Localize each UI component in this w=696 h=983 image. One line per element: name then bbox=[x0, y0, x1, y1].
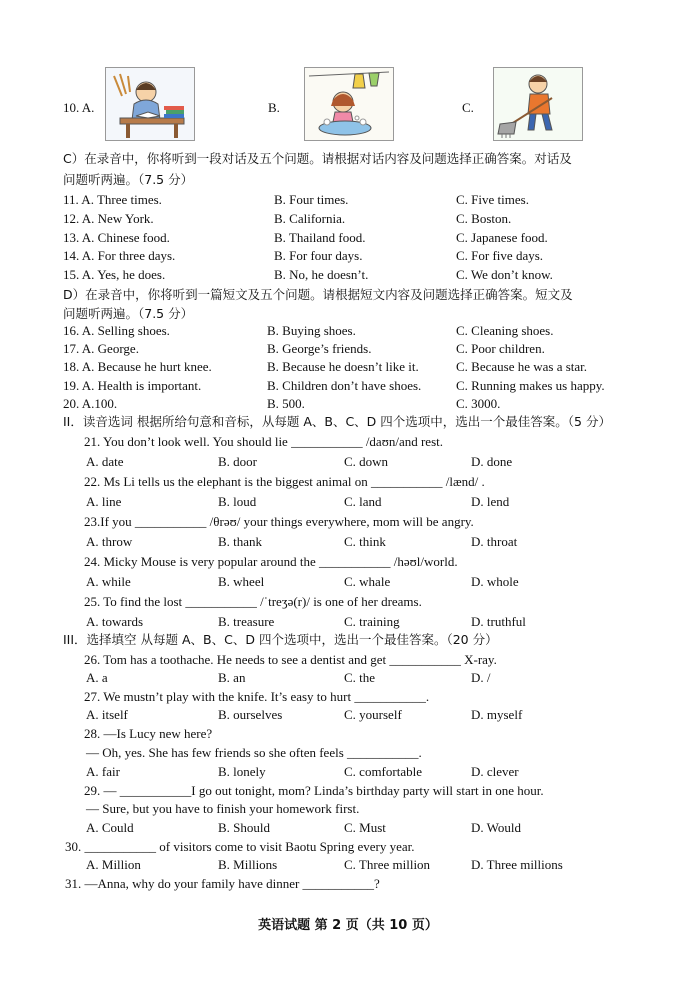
option-d: D. Three millions bbox=[471, 857, 563, 872]
option-b-label: B. bbox=[268, 100, 280, 115]
option-c: C. Five times. bbox=[456, 192, 529, 207]
option-b: B. Four times. bbox=[274, 192, 349, 207]
section-c-line-2: 问题听两遍。（7.5 分） bbox=[63, 172, 194, 187]
option-a: 12. A. New York. bbox=[63, 211, 154, 226]
option-b: B. lonely bbox=[218, 764, 266, 779]
option-a: 15. A. Yes, he does. bbox=[63, 267, 166, 282]
question-13 bbox=[0, 229, 696, 247]
option-b: B. treasure bbox=[218, 614, 275, 629]
option-b: B. an bbox=[218, 670, 246, 685]
option-c: C. We don’t know. bbox=[456, 267, 553, 282]
part-ii-heading bbox=[0, 413, 696, 431]
option-a: A. fair bbox=[86, 764, 120, 779]
question-31-stem bbox=[0, 875, 696, 893]
section-c-line-1: C）在录音中，你将听到一段对话及五个问题。请根据对话内容及问题选择正确答案。对话及 bbox=[63, 151, 572, 166]
question-25-options bbox=[0, 613, 696, 631]
option-b: B. For four days. bbox=[274, 248, 363, 263]
option-a: 20. A.100. bbox=[63, 396, 118, 411]
option-a: A. line bbox=[86, 494, 122, 509]
child-washing-clothes-icon bbox=[304, 67, 394, 141]
option-c: C. Boston. bbox=[456, 211, 512, 226]
section-d-line-2: 问题听两遍。（7.5 分） bbox=[63, 306, 194, 321]
question-stem: 25. To find the lost ___________ /ˈtreʒə(r)/ is one of her dreams. bbox=[84, 594, 422, 609]
question-29-stem-2 bbox=[0, 800, 696, 818]
option-d: D. lend bbox=[471, 494, 510, 509]
option-a: A. date bbox=[86, 454, 124, 469]
question-30-stem bbox=[0, 838, 696, 856]
option-b: B. 500. bbox=[267, 396, 305, 411]
option-a: 13. A. Chinese food. bbox=[63, 230, 170, 245]
option-b: B. door bbox=[218, 454, 257, 469]
option-b: B. Should bbox=[218, 820, 271, 835]
question-25-stem bbox=[0, 593, 696, 611]
section-d-line-1: D）在录音中，你将听到一篇短文及五个问题。请根据短文内容及问题选择正确答案。短文及 bbox=[63, 287, 573, 302]
option-a: A. Could bbox=[86, 820, 134, 835]
part-ii-instructions: II．读音选词 根据所给句意和音标，从每题 A、B、C、D 四个选项中，选出一个最佳答案。（5 分） bbox=[63, 414, 611, 429]
option-c: C. land bbox=[344, 494, 382, 509]
option-a: A. Million bbox=[86, 857, 141, 872]
option-c: C. Running makes us happy. bbox=[456, 378, 605, 393]
option-a: 17. A. George. bbox=[63, 341, 139, 356]
question-21-options bbox=[0, 453, 696, 471]
option-b: B. No, he doesn’t. bbox=[274, 267, 369, 282]
option-d: D. done bbox=[471, 454, 513, 469]
question-stem-continued: — Oh, yes. She has few friends so she often feels ___________. bbox=[86, 745, 422, 760]
option-a: A. towards bbox=[86, 614, 144, 629]
question-28-stem-2 bbox=[0, 744, 696, 762]
option-a: 19. A. Health is important. bbox=[63, 378, 202, 393]
question-12 bbox=[0, 210, 696, 228]
question-30-options bbox=[0, 856, 696, 874]
question-11 bbox=[0, 191, 696, 209]
option-c: C. the bbox=[344, 670, 376, 685]
option-b: B. Millions bbox=[218, 857, 278, 872]
option-c: C. Because he was a star. bbox=[456, 359, 588, 374]
option-a: A. itself bbox=[86, 707, 128, 722]
option-b: B. Children don’t have shoes. bbox=[267, 378, 422, 393]
option-c: C. comfortable bbox=[344, 764, 422, 779]
option-c: C. think bbox=[344, 534, 386, 549]
question-29-stem bbox=[0, 782, 696, 800]
option-c: C. whale bbox=[344, 574, 391, 589]
option-c: C. Must bbox=[344, 820, 386, 835]
question-stem: 30. ___________ of visitors come to visit Baotu Spring every year. bbox=[65, 839, 415, 854]
option-c: C. training bbox=[344, 614, 400, 629]
question-stem: 24. Micky Mouse is very popular around the ___________ /həʊl/world. bbox=[84, 554, 458, 569]
option-c: C. For five days. bbox=[456, 248, 544, 263]
option-c: C. Three million bbox=[344, 857, 431, 872]
person-reading-at-desk-icon bbox=[105, 67, 195, 141]
section-d-instructions bbox=[0, 286, 696, 304]
section-d-instructions-2 bbox=[0, 305, 696, 323]
question-24-options bbox=[0, 573, 696, 591]
question-22-stem bbox=[0, 473, 696, 491]
question-28-stem bbox=[0, 725, 696, 743]
option-a-label: 10. A. bbox=[63, 100, 95, 115]
question-22-options bbox=[0, 493, 696, 511]
question-28-options bbox=[0, 763, 696, 781]
question-15 bbox=[0, 266, 696, 284]
question-27-options bbox=[0, 706, 696, 724]
option-a: 11. A. Three times. bbox=[63, 192, 162, 207]
option-d: D. whole bbox=[471, 574, 519, 589]
option-d: D. myself bbox=[471, 707, 523, 722]
question-stem: 29. — ___________I go out tonight, mom? Linda’s birthday party will start in one hour. bbox=[84, 783, 544, 798]
question-21-stem bbox=[0, 433, 696, 451]
question-16 bbox=[0, 322, 696, 340]
option-a: A. while bbox=[86, 574, 131, 589]
option-b: B. ourselves bbox=[218, 707, 283, 722]
option-b: B. Because he doesn’t like it. bbox=[267, 359, 419, 374]
question-23-options bbox=[0, 533, 696, 551]
option-b: B. loud bbox=[218, 494, 257, 509]
option-d: D. Would bbox=[471, 820, 521, 835]
option-c: C. 3000. bbox=[456, 396, 501, 411]
option-b: B. California. bbox=[274, 211, 346, 226]
question-stem: 23.If you ___________ /θrəʊ/ your things everywhere, mom will be angry. bbox=[84, 514, 474, 529]
section-c-instructions-2 bbox=[0, 171, 696, 189]
question-20 bbox=[0, 395, 696, 413]
boy-sweeping-floor-icon bbox=[493, 67, 583, 141]
option-b: B. thank bbox=[218, 534, 263, 549]
option-a: 14. A. For three days. bbox=[63, 248, 176, 263]
option-c: C. Japanese food. bbox=[456, 230, 548, 245]
option-b: B. Buying shoes. bbox=[267, 323, 356, 338]
option-c: C. Poor children. bbox=[456, 341, 545, 356]
option-b: B. Thailand food. bbox=[274, 230, 366, 245]
part-iii-heading bbox=[0, 631, 696, 649]
option-a: A. throw bbox=[86, 534, 133, 549]
question-27-stem bbox=[0, 688, 696, 706]
option-c-label: C. bbox=[462, 100, 474, 115]
option-a: A. a bbox=[86, 670, 108, 685]
question-stem: 28. —Is Lucy new here? bbox=[84, 726, 213, 741]
question-18 bbox=[0, 358, 696, 376]
option-b: B. George’s friends. bbox=[267, 341, 372, 356]
question-26-stem bbox=[0, 651, 696, 669]
question-26-options bbox=[0, 669, 696, 687]
option-c: C. Cleaning shoes. bbox=[456, 323, 554, 338]
question-stem: 21. You don’t look well. You should lie ___________ /daʊn/and rest. bbox=[84, 434, 443, 449]
option-d: D. throat bbox=[471, 534, 518, 549]
question-stem: 31. —Anna, why do your family have dinner ___________? bbox=[65, 876, 380, 891]
question-17 bbox=[0, 340, 696, 358]
question-stem: 22. Ms Li tells us the elephant is the biggest animal on ___________ /lænd/ . bbox=[84, 474, 485, 489]
question-23-stem bbox=[0, 513, 696, 531]
option-b: B. wheel bbox=[218, 574, 265, 589]
question-stem: 27. We mustn’t play with the knife. It’s easy to hurt ___________. bbox=[84, 689, 430, 704]
option-a: 18. A. Because he hurt knee. bbox=[63, 359, 212, 374]
question-stem-continued: — Sure, but you have to finish your homework first. bbox=[86, 801, 360, 816]
option-a: 16. A. Selling shoes. bbox=[63, 323, 170, 338]
option-d: D. truthful bbox=[471, 614, 526, 629]
option-c: C. yourself bbox=[344, 707, 402, 722]
question-14 bbox=[0, 247, 696, 265]
question-19 bbox=[0, 377, 696, 395]
section-c-instructions bbox=[0, 150, 696, 168]
part-iii-instructions: III．选择填空 从每题 A、B、C、D 四个选项中，选出一个最佳答案。（20 分） bbox=[63, 632, 498, 647]
question-24-stem bbox=[0, 553, 696, 571]
option-c: C. down bbox=[344, 454, 389, 469]
option-d: D. clever bbox=[471, 764, 519, 779]
page-footer: 英语试题 第 2 页（共 10 页） bbox=[258, 918, 438, 933]
question-stem: 26. Tom has a toothache. He needs to see a dentist and get ___________ X-ray. bbox=[84, 652, 497, 667]
question-29-options bbox=[0, 819, 696, 837]
option-d: D. / bbox=[471, 670, 491, 685]
